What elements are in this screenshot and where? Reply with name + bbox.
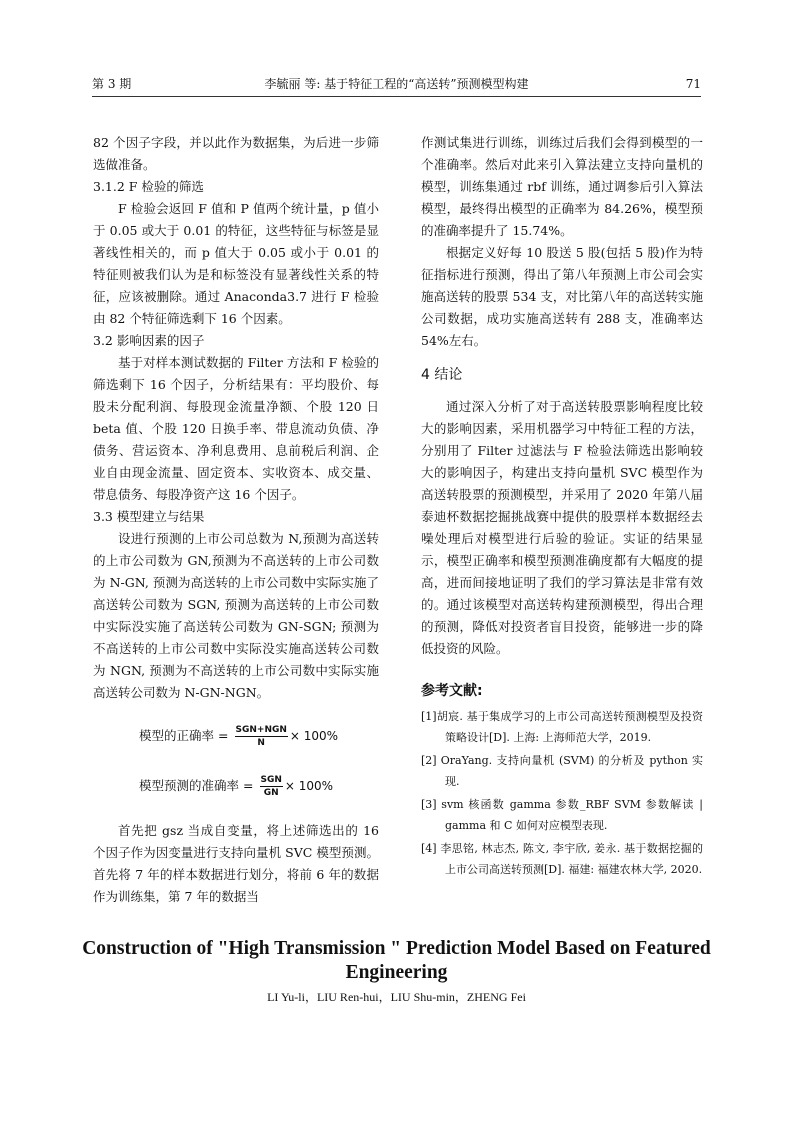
formula-accuracy-denominator: N (257, 737, 265, 748)
section-4-heading: 4 结论 (421, 367, 463, 383)
conclusion-paragraph: 通过深入分析了对于高送转股票影响程度比较大的影响因素，采用机器学习中特征工程的方法，分别用了 Filter 过滤法与 F 检验法筛选出影响较大的影响因子，构建出支持向量机 SVC 模型作为高送转股票的预测模型，并采用了 2020 年第八届泰迪杯数据挖掘挑战赛中提供的股票样本数据经去噪处理后对模型进行后验的验证。实证的结果显示，模型正确率和模型预测准确度都有大幅度的提高，进而间接地证明了我们的学习算法是非常有效的。通过该模型对高送转构建预测模型，得出合理的预测，降低对投资者盲目投资，能够进一步的降低投资的风险。 (421, 399, 703, 656)
issue-number: 第 3 期 (92, 77, 132, 91)
header-rule (92, 96, 701, 97)
english-title: Construction of "High Transmission " Prediction Model Based on Featured Engineering (82, 938, 711, 983)
intro-paragraph: 82 个因子字段，并以此作为数据集，为后进一步筛选做准备。 (93, 135, 379, 172)
test-paragraph: 作测试集进行训练，训练过后我们会得到模型的一个准确率。然后对此来引入算法建立支持向量机的模型，训练集通过 rbf 训练，通过调参后引入算法模型，最终得出模型的正确率为 84.26%，模型预的准确率提升了 15.74%。 (421, 135, 703, 238)
formula-accuracy-tail: × 100% (289, 729, 339, 743)
train-paragraph: 首先把 gsz 当成自变量，将上述筛选出的 16 个因子作为因变量进行支持向量机 SVC 模型预测。首先将 7 年的样本数据进行划分，将前 6 年的数据作为训练集，第 7 年的数据当 (93, 823, 379, 904)
reference-list (421, 706, 703, 880)
reference-item: [3] svm 核函数 gamma 参数_RBF SVM 参数解读 | gamma 和 C 如何对应模型表现. (421, 798, 703, 832)
formula-accuracy-numerator: SGN+NGN (235, 724, 287, 735)
formula-precision-numerator: SGN (260, 774, 282, 785)
formula-precision-denominator: GN (263, 787, 279, 798)
references-heading: 参考文献: (421, 683, 483, 699)
right-column (421, 132, 703, 882)
section-3-2-heading: 3.2 影响因素的因子 (93, 333, 205, 348)
left-column (93, 132, 379, 908)
running-title: 李毓丽 等: 基于特征工程的“高送转”预测模型构建 (264, 77, 529, 91)
factors-paragraph: 基于对样本测试数据的 Filter 方法和 F 检验的筛选剩下 16 个因子，分析结果有：平均股价、每股未分配利润、每股现金流量净额、个股 120 日 beta 值、个股 120 日换手率、带息流动负债、净债务、营运资本、净利息费用、息前税后利润、企业自由现金流量、固定资本、实收资本、成交量、带息债务、每股净资产这 16 个因子。 (93, 355, 379, 502)
definition-paragraph: 根据定义好每 10 股送 5 股(包括 5 股)作为特征指标进行预测，得出了第八年预测上市公司会实施高送转的股票 534 支，对比第八年的高送转实施公司数据，成功实施高送转有 288 支，准确率达 54%左右。 (421, 245, 703, 348)
reference-item: [2] OraYang. 支持向量机 (SVM) 的分析及 python 实现. (421, 754, 703, 788)
formula-precision-label: 模型预测的准确率 (139, 778, 240, 793)
model-paragraph: 设进行预测的上市公司总数为 N,预测为高送转的上市公司数为 GN,预测为不高送转的上市公司数为 N-GN, 预测为高送转的上市公司数中实际实施了高送转公司数为 SGN, 预测为高送转的上市公司数中实际没实施了高送转公司数为 GN-SGN; 预测为不高送转的上市公司数中实际没实施高送转公司数为 NGN, 预测为不高送转的上市公司数中实际实施高送转公司数为 N-GN-NGN。 (93, 531, 379, 700)
english-authors: LI Yu-li，LIU Ren-hui，LIU Shu-min，ZHENG Fei (267, 990, 526, 1004)
formula-accuracy-label: 模型的正确率 (139, 728, 215, 743)
formula-accuracy-fraction (235, 724, 288, 749)
reference-item: [1]胡宸. 基于集成学习的上市公司高送转预测模型及投资策略设计[D]. 上海: 上海师范大学，2019. (421, 710, 703, 744)
reference-item: [4] 李思铭, 林志杰, 陈文, 李宇欣, 姜永. 基于数据挖掘的上市公司高送转预测[D]. 福建: 福建农林大学, 2020. (421, 842, 703, 876)
ftest-paragraph: F 检验会返回 F 值和 P 值两个统计量，p 值小于 0.05 或大于 0.01 的特征，这些特征与标签是显著线性相关的，而 p 值大于 0.05 或小于 0.01 的特征则被我们认为是和标签没有显著线性关系的特征，应该被删除。通过 Anaconda3.7 进行 F 检验由 82 个特征筛选剩下 16 个因素。 (93, 201, 379, 326)
formula-precision-tail: × 100% (284, 779, 334, 793)
section-3-1-2-heading: 3.1.2 F 检验的筛选 (93, 179, 204, 194)
section-3-3-heading: 3.3 模型建立与结果 (93, 509, 205, 524)
running-header (92, 74, 701, 94)
page-number: 71 (685, 77, 701, 91)
formula-accuracy: 模型的正确率 = $\frac{\text{SGN+NGN}}{N}$ × 100% (139, 724, 339, 748)
formula-precision-fraction (260, 774, 283, 799)
formula-precision: 模型预测的准确率 = $\frac{\text{SGN}}{GN}$ × 100% (139, 774, 334, 798)
